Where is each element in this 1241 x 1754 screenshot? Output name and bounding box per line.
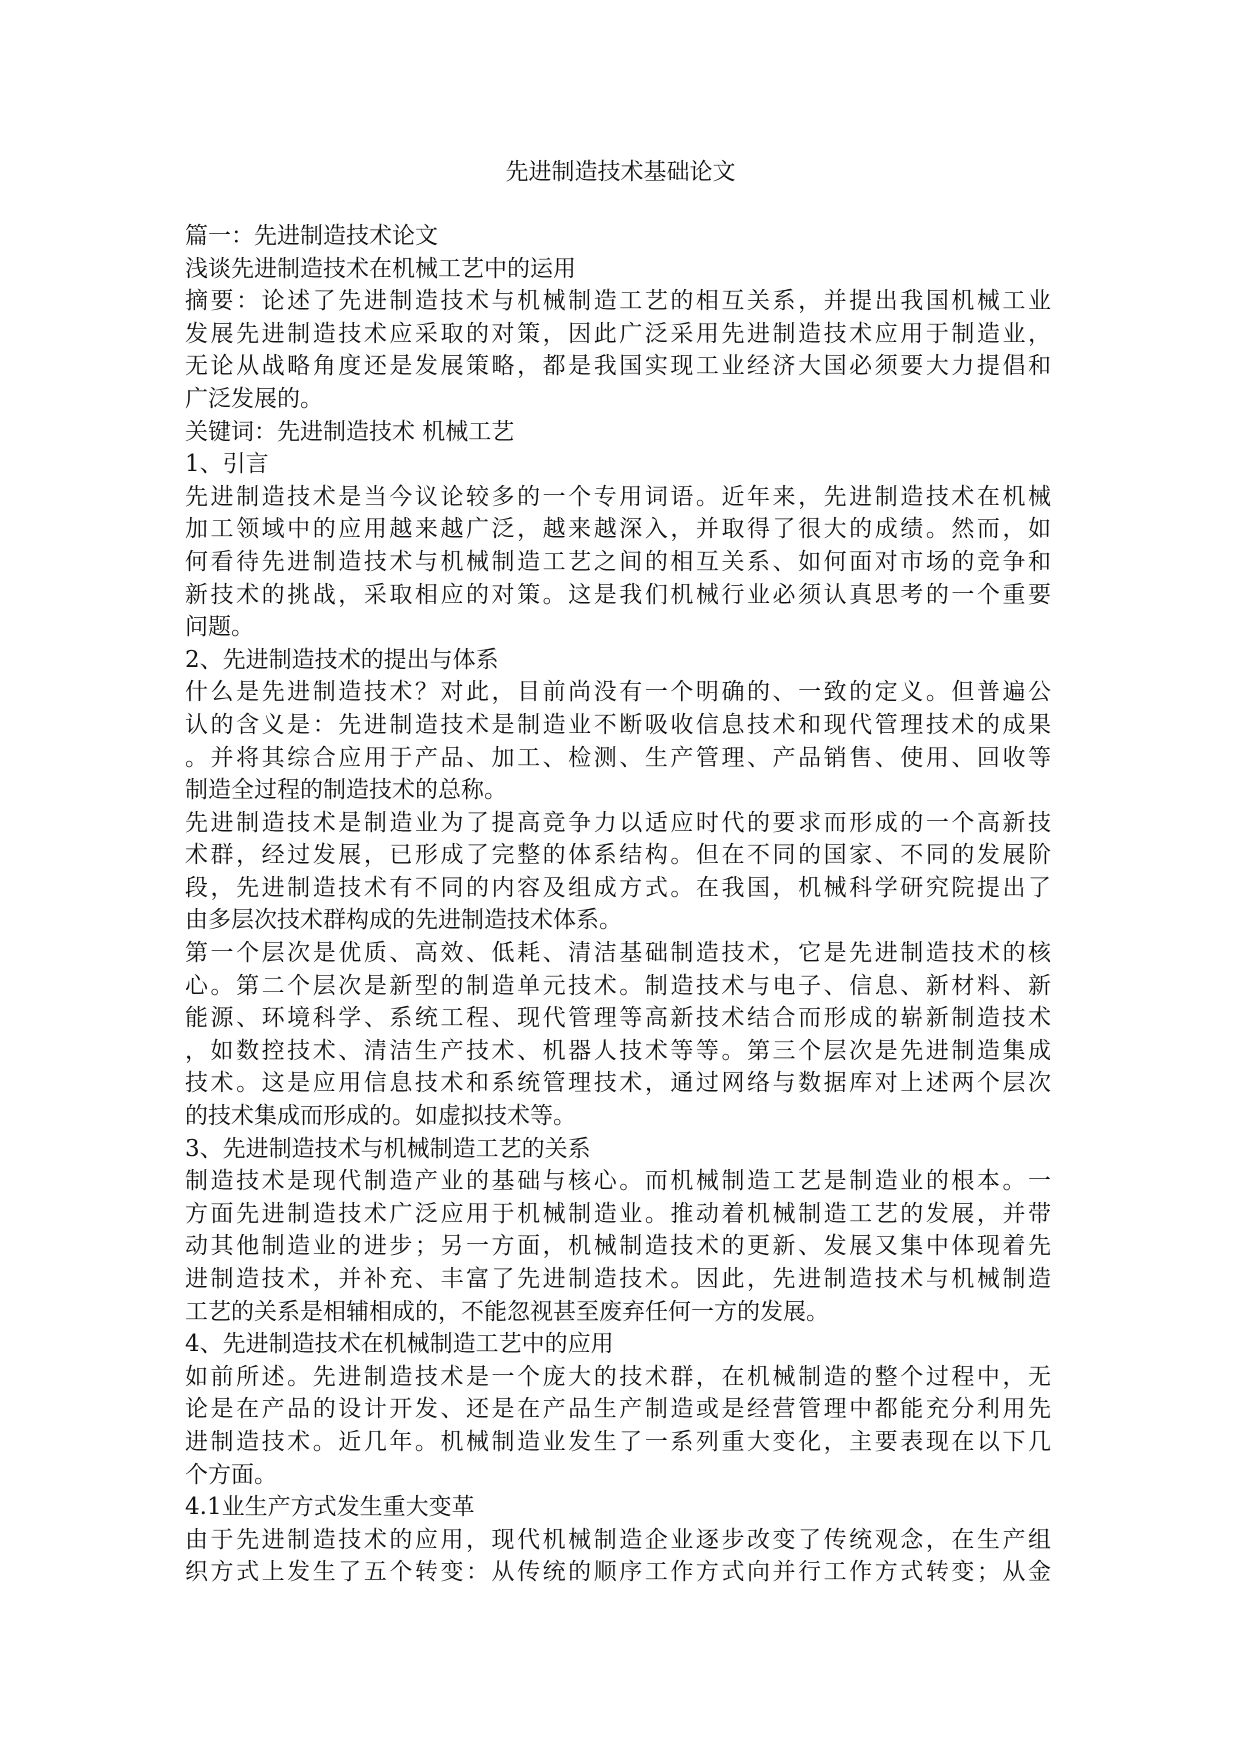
paragraph-line: 能源、环境科学、系统工程、现代管理等高新技术结合而形成的崭新制造技术 [185,1005,1051,1032]
paragraph-line: 织方式上发生了五个转变：从传统的顺序工作方式向并行工作方式转变；从金 [185,1559,1051,1586]
paragraph-line: 心。第二个层次是新型的制造单元技术。制造技术与电子、信息、新材料、新 [185,972,1051,999]
document-body [185,220,1051,1589]
paragraph-line: 认的含义是：先进制造技术是制造业不断吸收信息技术和现代管理技术的成果 [185,711,1051,738]
paragraph-line: 段，先进制造技术有不同的内容及组成方式。在我国，机械科学研究院提出了 [185,874,1051,901]
paragraph-line: 动其他制造业的进步；另一方面，机械制造技术的更新、发展又集中体现着先 [185,1233,1051,1260]
paragraph-line: 由于先进制造技术的应用，现代机械制造企业逐步改变了传统观念，在生产组 [185,1526,1051,1553]
section-heading: 3、先进制造技术与机械制造工艺的关系 [185,1135,591,1162]
paragraph-line: 新技术的挑战，采取相应的对策。这是我们机械行业必须认真思考的一个重要 [185,581,1051,608]
paragraph-line: 先进制造技术是制造业为了提高竞争力以适应时代的要求而形成的一个高新技 [185,809,1051,836]
paragraph-line: 个方面。 [185,1461,277,1488]
section-heading: 4、先进制造技术在机械制造工艺中的应用 [185,1331,614,1358]
paragraph-line: 先进制造技术是当今议论较多的一个专用词语。近年来，先进制造技术在机械 [185,483,1051,510]
section-heading: 2、先进制造技术的提出与体系 [185,646,499,673]
paragraph-line: 方面先进制造技术广泛应用于机械制造业。推动着机械制造工艺的发展，并带 [185,1200,1051,1227]
paragraph-line: 论是在产品的设计开发、还是在产品生产制造或是经营管理中都能充分利用先 [185,1396,1051,1423]
abstract-line: 无论从战略角度还是发展策略，都是我国实现工业经济大国必须要大力提倡和 [185,353,1051,380]
paragraph-line: 第一个层次是优质、高效、低耗、清洁基础制造技术，它是先进制造技术的核 [185,940,1051,967]
paragraph-line: 加工领域中的应用越来越广泛，越来越深入，并取得了很大的成绩。然而，如 [185,516,1051,543]
article-title: 浅谈先进制造技术在机械工艺中的运用 [185,255,576,282]
paragraph-line: 如前所述。先进制造技术是一个庞大的技术群，在机械制造的整个过程中，无 [185,1363,1051,1390]
paragraph-line: 什么是先进制造技术？对此，目前尚没有一个明确的、一致的定义。但普遍公 [185,679,1051,706]
abstract-line: 摘要：论述了先进制造技术与机械制造工艺的相互关系，并提出我国机械工业 [185,288,1051,315]
paragraph-line: 制造全过程的制造技术的总称。 [185,777,507,804]
paragraph-line: 术群，经过发展，已形成了完整的体系结构。但在不同的国家、不同的发展阶 [185,842,1051,869]
abstract-line: 发展先进制造技术应采取的对策，因此广泛采用先进制造技术应用于制造业， [185,320,1051,347]
paragraph-line: 技术。这是应用信息技术和系统管理技术，通过网络与数据库对上述两个层次 [185,1070,1051,1097]
section-heading: 篇一：先进制造技术论文 [185,223,438,249]
paragraph-line: 的技术集成而形成的。如虚拟技术等。 [185,1103,576,1130]
paragraph-line: 何看待先进制造技术与机械制造工艺之间的相互关系、如何面对市场的竞争和 [185,548,1051,575]
keywords-line: 关键词：先进制造技术 机械工艺 [185,418,515,445]
paragraph-line: 工艺的关系是相辅相成的，不能忽视甚至废弃任何一方的发展。 [185,1298,829,1325]
paragraph-line: 。并将其综合应用于产品、加工、检测、生产管理、产品销售、使用、回收等 [185,744,1051,771]
section-heading: 1、引言 [185,451,269,478]
paragraph-line: 由多层次技术群构成的先进制造技术体系。 [185,907,622,934]
subsection-heading: 4.1业生产方式发生重大变革 [185,1494,475,1521]
document-title: 先进制造技术基础论文 [505,159,736,185]
abstract-line: 广泛发展的。 [185,385,323,412]
paragraph-line: 进制造技术，并补充、丰富了先进制造技术。因此，先进制造技术与机械制造 [185,1266,1051,1292]
paragraph-line: ，如数控技术、清洁生产技术、机器人技术等等。第三个层次是先进制造集成 [185,1037,1051,1064]
paragraph-line: 进制造技术。近几年。机械制造业发生了一系列重大变化，主要表现在以下几 [185,1428,1051,1455]
paragraph-line: 制造技术是现代制造产业的基础与核心。而机械制造工艺是制造业的根本。一 [185,1168,1051,1195]
paragraph-line: 问题。 [185,614,254,641]
